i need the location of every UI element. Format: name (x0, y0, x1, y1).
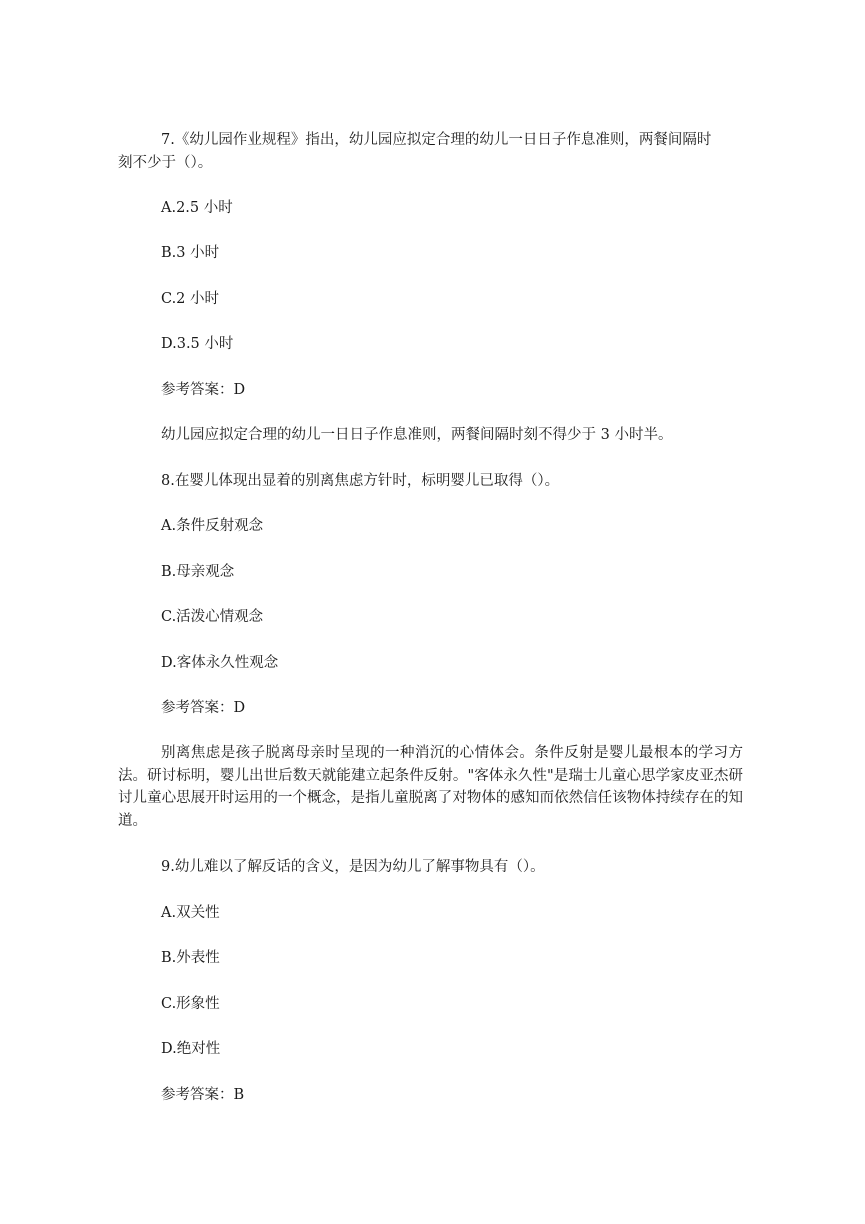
question-7-option-c: C.2 小时 (161, 291, 220, 307)
question-7-answer: 参考答案：D (161, 382, 246, 398)
question-9-option-a: A.双关性 (161, 905, 220, 921)
question-8-answer: 参考答案：D (161, 700, 246, 716)
question-9-answer: 参考答案：B (161, 1087, 245, 1103)
question-8-stem: 8.在婴儿体现出显着的别离焦虑方针时，标明婴儿已取得（）。 (161, 473, 560, 489)
question-9-stem: 9.幼儿难以了解反话的含义，是因为幼儿了解事物具有（）。 (161, 859, 545, 875)
question-7-stem-line2: 刻不少于（）。 (118, 155, 213, 171)
question-9-option-d: D.绝对性 (161, 1041, 221, 1057)
question-9-option-b: B.外表性 (161, 950, 220, 966)
question-8-option-a: A.条件反射观念 (161, 518, 264, 534)
question-7-option-b: B.3 小时 (161, 245, 220, 261)
question-7-option-d: D.3.5 小时 (161, 336, 234, 352)
question-8-option-d: D.客体永久性观念 (161, 655, 279, 671)
question-7-explanation: 幼儿园应拟定合理的幼儿一日日子作息准则，两餐间隔时刻不得少于 3 小时半。 (161, 427, 673, 443)
question-8-option-b: B.母亲观念 (161, 564, 235, 580)
question-8-explanation: 别离焦虑是孩子脱离母亲时呈现的一种消沉的心情体会。条件反射是婴儿最根本的学习方法。研讨标明，婴儿出世后数天就能建立起条件反射。"客体永久性"是瑞士儿童心思学家皮亚杰研讨儿童心思展开时运用的一个概念，是指儿童脱离了对物体的感知而依然信任该物体持续存在的知道。 (118, 745, 743, 830)
question-9-option-c: C.形象性 (161, 996, 220, 1012)
question-8-option-c: C.活泼心情观念 (161, 609, 264, 625)
question-7-stem-line1: 7.《幼儿园作业规程》指出，幼儿园应拟定合理的幼儿一日日子作息准则，两餐间隔时 (161, 132, 712, 148)
question-7-option-a: A.2.5 小时 (161, 200, 233, 216)
